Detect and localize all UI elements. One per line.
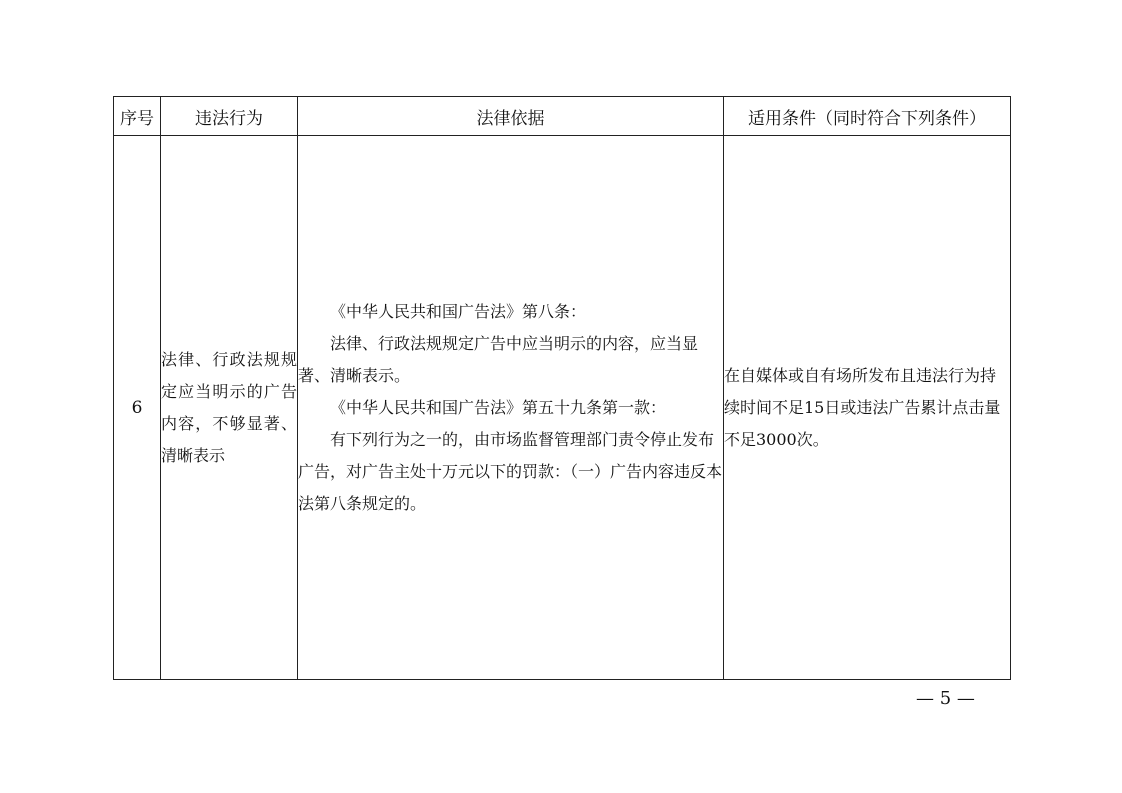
header-basis: 法律依据 xyxy=(298,97,724,136)
header-behavior: 违法行为 xyxy=(161,97,298,136)
row-basis xyxy=(298,136,724,680)
table-header-row xyxy=(114,97,1011,136)
table-row xyxy=(114,136,1011,680)
header-seq: 序号 xyxy=(114,97,161,136)
regulation-table xyxy=(113,96,1011,680)
row-condition: 在自媒体或自有场所发布且违法行为持续时间不足15日或违法广告累计点击量不足3000次。 xyxy=(724,136,1011,680)
basis-paragraph: 有下列行为之一的，由市场监督管理部门责令停止发布广告，对广告主处十万元以下的罚款：（一）广告内容违反本法第八条规定的。 xyxy=(298,429,723,513)
row-seq: 6 xyxy=(114,136,161,680)
page-number: — 5 — xyxy=(916,688,975,709)
basis-paragraph: 法律、行政法规规定广告中应当明示的内容，应当显著、清晰表示。 xyxy=(298,333,699,385)
header-condition: 适用条件（同时符合下列条件） xyxy=(724,97,1011,136)
row-behavior: 法律、行政法规规定应当明示的广告内容，不够显著、清晰表示 xyxy=(161,136,298,680)
basis-paragraph: 《中华人民共和国广告法》第五十九条第一款： xyxy=(330,397,667,417)
basis-paragraph: 《中华人民共和国广告法》第八条： xyxy=(330,301,587,321)
